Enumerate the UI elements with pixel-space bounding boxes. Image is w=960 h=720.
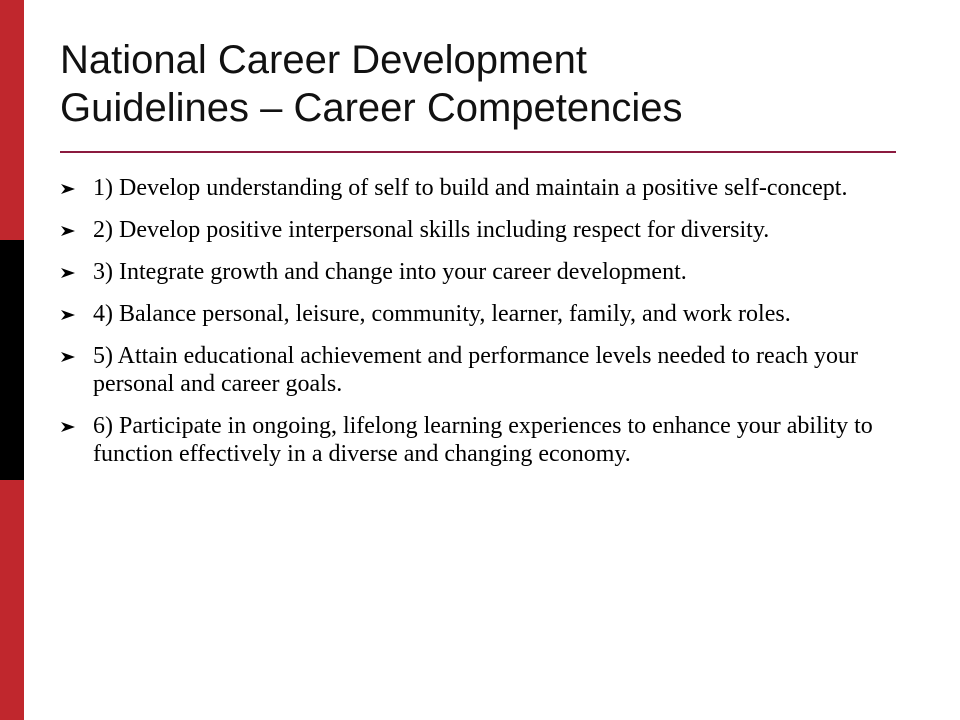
competency-list	[60, 174, 890, 482]
list-item	[60, 216, 890, 244]
list-item	[60, 300, 890, 328]
title-divider	[60, 151, 896, 153]
list-item	[60, 174, 890, 202]
arrow-bullet-icon	[60, 267, 76, 279]
arrow-bullet-icon	[60, 309, 76, 321]
list-item	[60, 258, 890, 286]
list-item-text: 6) Participate in ongoing, lifelong learning experiences to enhance your ability to function effectively in a diverse and changing economy.	[93, 413, 873, 467]
slide-title-line-1: National Career Development	[60, 38, 587, 82]
list-item-text: 3) Integrate growth and change into your career development.	[93, 259, 687, 285]
slide-title	[60, 36, 920, 132]
list-item-text: 4) Balance personal, leisure, community, learner, family, and work roles.	[93, 301, 791, 327]
arrow-bullet-icon	[60, 351, 76, 363]
list-item-text: 2) Develop positive interpersonal skills including respect for diversity.	[93, 217, 770, 243]
slide-title-line-2: Guidelines – Career Competencies	[60, 86, 683, 130]
arrow-bullet-icon	[60, 225, 76, 237]
list-item	[60, 342, 890, 398]
list-item	[60, 412, 890, 468]
left-accent-bar-black	[0, 240, 24, 480]
arrow-bullet-icon	[60, 421, 76, 433]
list-item-text: 1) Develop understanding of self to build and maintain a positive self-concept.	[93, 175, 848, 201]
arrow-bullet-icon	[60, 183, 76, 195]
list-item-text: 5) Attain educational achievement and performance levels needed to reach your personal and career goals.	[93, 343, 858, 397]
